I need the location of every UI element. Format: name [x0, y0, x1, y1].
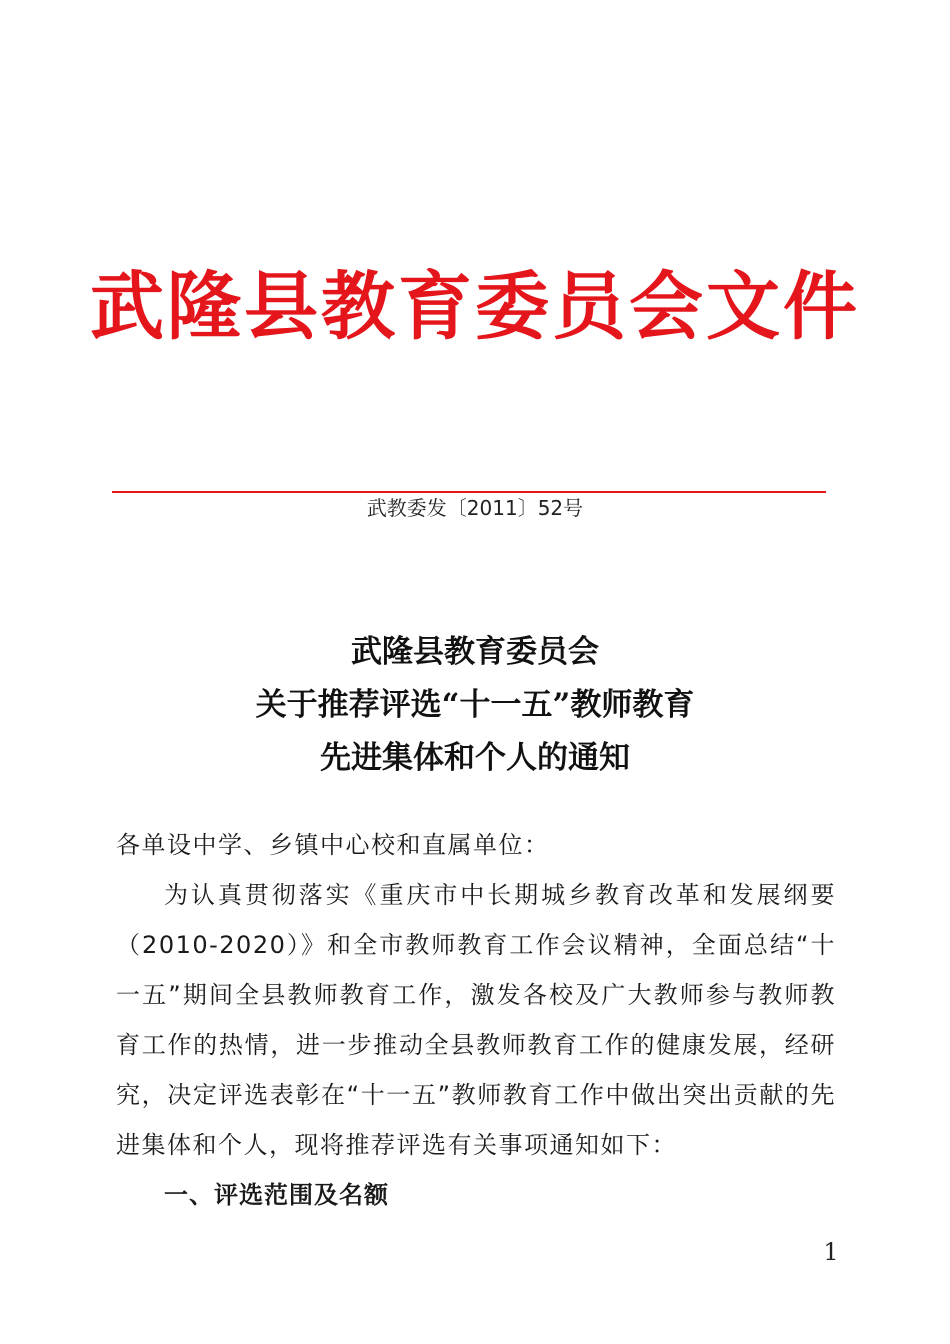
section-heading: 一、评选范围及名额 [164, 1181, 389, 1209]
body-paragraph: 为认真贯彻落实《重庆市中长期城乡教育改革和发展纲要（2010-2020）》和全市教师教育工作会议精神，全面总结“十一五”期间全县教师教育工作，激发各校及广大教师参与教师教育工作的热情，进一步推动全县教师教育工作的健康发展，经研究，决定评选表彰在“十一五”教师教育工作中做出突出贡献的先进集体和个人，现将推荐评选有关事项通知如下： [116, 881, 836, 1159]
document-header-title: 武隆县教育委员会文件 [90, 264, 860, 350]
notice-title-line-3: 先进集体和个人的通知 [320, 740, 630, 776]
page-number: 1 [823, 1238, 839, 1266]
notice-title-line-1: 武隆县教育委员会 [351, 634, 599, 670]
notice-title [0, 626, 950, 785]
document-number: 武教委发〔2011〕52号 [366, 496, 584, 520]
notice-title-line-2: 关于推荐评选“十一五”教师教育 [255, 687, 695, 723]
salutation: 各单设中学、乡镇中心校和直属单位： [116, 831, 550, 859]
notice-body [116, 820, 836, 1220]
